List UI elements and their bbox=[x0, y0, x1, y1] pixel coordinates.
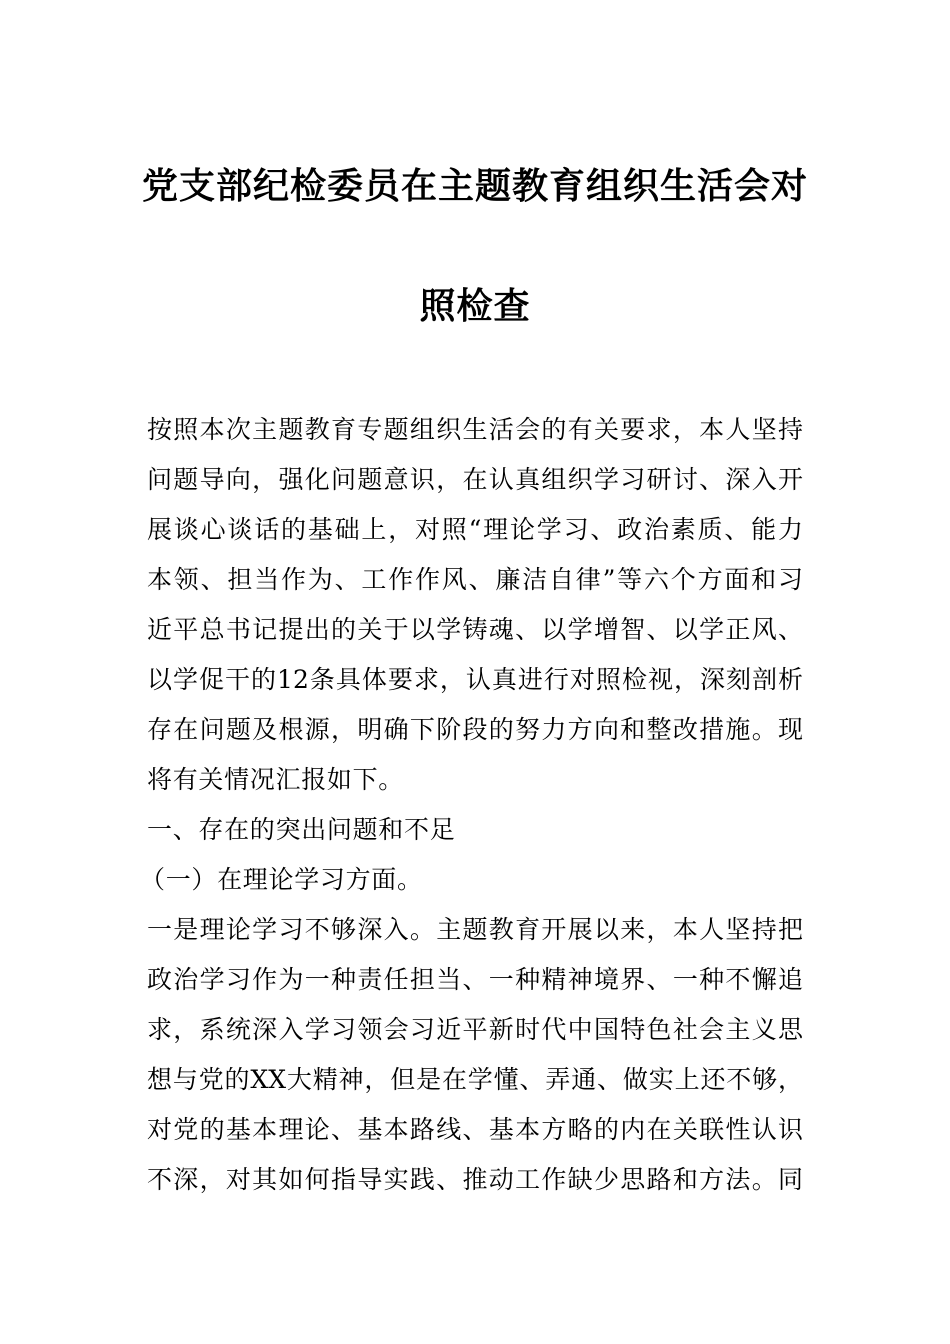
document-title-line-2: 照检查 bbox=[419, 285, 531, 327]
body-line: 本领、担当作为、工作作风、廉洁自律”等六个方面和习 bbox=[147, 565, 803, 594]
body-line: 近平总书记提出的关于以学铸魂、以学增智、以学正风、 bbox=[147, 615, 803, 644]
body-line: 想与党的XX大精神，但是在学懂、弄通、做实上还不够， bbox=[147, 1065, 803, 1094]
body-line: 求，系统深入学习领会习近平新时代中国特色社会主义思 bbox=[147, 1015, 803, 1044]
body-line: 对党的基本理论、基本路线、基本方略的内在关联性认识 bbox=[147, 1115, 803, 1144]
body-line: 以学促干的12条具体要求，认真进行对照检视，深刻剖析 bbox=[147, 665, 803, 694]
body-line: 政治学习作为一种责任担当、一种精神境界、一种不懈追 bbox=[147, 965, 803, 994]
body-line: 将有关情况汇报如下。 bbox=[147, 765, 405, 794]
body-line: 展谈心谈话的基础上，对照“理论学习、政治素质、能力 bbox=[147, 515, 803, 544]
body-line: 不深，对其如何指导实践、推动工作缺少思路和方法。同 bbox=[147, 1165, 803, 1194]
document-title-line-1: 党支部纪检委员在主题教育组织生活会对 bbox=[141, 165, 808, 207]
subsection-heading: （一）在理论学习方面。 bbox=[140, 865, 423, 894]
body-line: 一是理论学习不够深入。主题教育开展以来，本人坚持把 bbox=[147, 915, 803, 944]
body-line: 按照本次主题教育专题组织生活会的有关要求，本人坚持 bbox=[147, 415, 803, 444]
body-line: 问题导向，强化问题意识，在认真组织学习研讨、深入开 bbox=[147, 465, 803, 494]
body-line: 存在问题及根源，明确下阶段的努力方向和整改措施。现 bbox=[147, 715, 803, 744]
section-heading: 一、存在的突出问题和不足 bbox=[147, 815, 456, 844]
